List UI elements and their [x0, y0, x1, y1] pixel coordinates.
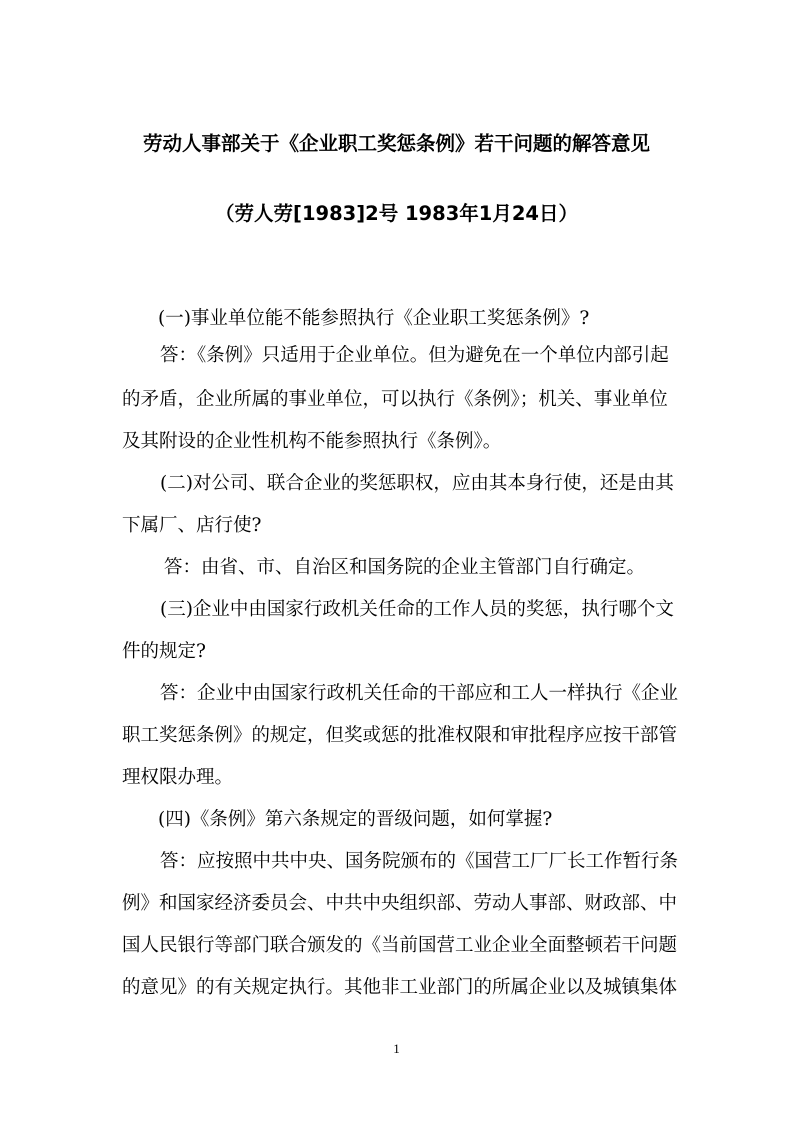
- question-4: (四)《条例》第六条规定的晋级问题，如何掌握?: [158, 809, 553, 830]
- question-3-line-2: 件的规定?: [122, 641, 206, 662]
- answer-4-line-3: 国人民银行等部门联合颁发的《当前国营工业企业全面整顿若干问题: [122, 935, 678, 956]
- question-2-line-2: 下属厂、店行使?: [122, 515, 262, 536]
- answer-3-line-1: 答：企业中由国家行政机关任命的干部应和工人一样执行《企业: [160, 683, 679, 704]
- page-number: 1: [393, 1041, 400, 1056]
- document-title: 劳动人事部关于《企业职工奖惩条例》若干问题的解答意见: [142, 132, 650, 155]
- answer-1-line-1: 答：《条例》只适用于企业单位。但为避免在一个单位内部引起: [160, 345, 669, 366]
- answer-1-line-3: 及其附设的企业性机构不能参照执行《条例》。: [122, 431, 502, 452]
- answer-1-line-2: 的矛盾，企业所属的事业单位，可以执行《条例》；机关、事业单位: [122, 389, 668, 410]
- question-2-line-1: (二)对公司、联合企业的奖惩职权，应由其本身行使，还是由其: [160, 473, 674, 494]
- answer-2: 答：由省、市、自治区和国务院的企业主管部门自行确定。: [164, 557, 646, 578]
- answer-3-line-3: 理权限办理。: [122, 767, 234, 788]
- document-subtitle: （劳人劳[1983]2号 1983年1月24日）: [215, 202, 578, 225]
- answer-4-line-4: 的意见》的有关规定执行。其他非工业部门的所属企业以及城镇集体: [122, 977, 678, 998]
- answer-3-line-2: 职工奖惩条例》的规定，但奖或惩的批准权限和审批程序应按干部管: [122, 725, 678, 746]
- answer-4-line-2: 例》和国家经济委员会、中共中央组织部、劳动人事部、财政部、中: [122, 893, 678, 914]
- question-3-line-1: (三)企业中由国家行政机关任命的工作人员的奖惩，执行哪个文: [160, 599, 674, 620]
- answer-4-line-1: 答：应按照中共中央、国务院颁布的《国营工厂厂长工作暂行条: [160, 851, 679, 872]
- question-1: (一)事业单位能不能参照执行《企业职工奖惩条例》?: [158, 308, 590, 329]
